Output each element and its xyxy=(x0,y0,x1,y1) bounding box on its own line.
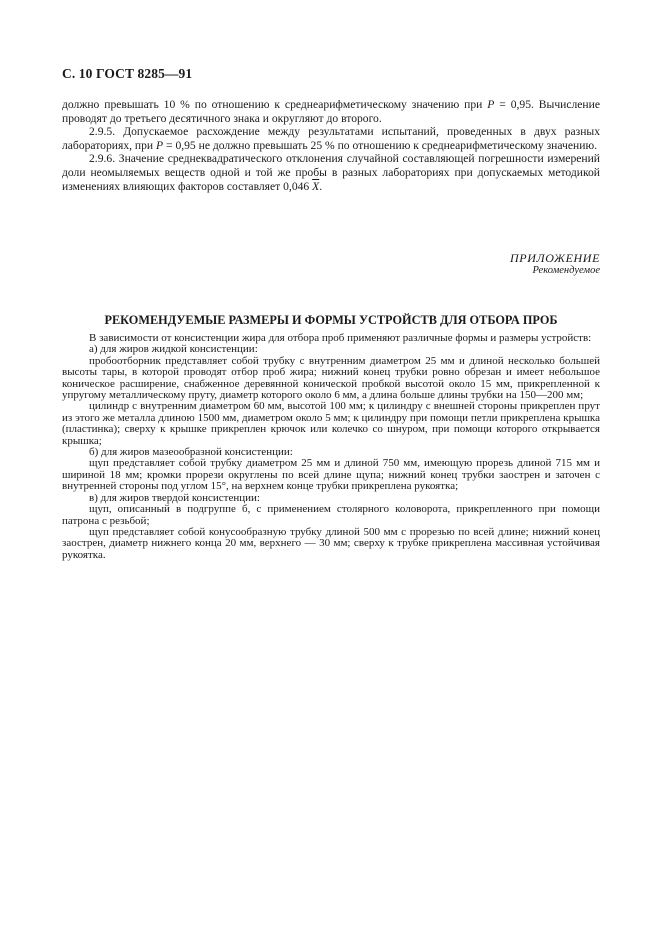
paragraph-2-9-5 xyxy=(62,125,600,152)
appendix-body xyxy=(62,333,600,561)
variable-p: P xyxy=(487,98,495,111)
variable-x-mean: $\overline{X}$ xyxy=(312,179,320,193)
page-header: С. 10 ГОСТ 8285—91 xyxy=(62,66,193,81)
top-text-block xyxy=(62,98,600,193)
paragraph-text: = 0,95 не должно превышать 25 % по отношению к среднеарифметическому значению. xyxy=(163,138,598,152)
paragraph-continuation xyxy=(62,98,600,125)
list-item-v: в) для жиров твердой консистенции: xyxy=(89,491,260,504)
paragraph-conical-probe: щуп представляет собой конусообразную трубку длиной 500 мм с прорезью по всей длине; нижний конец заострен, диаметр нижнего конца 20 мм, верхнего — 30 мм; сверху к трубке прикреплена массивная устойчивая рукоятка. xyxy=(62,525,600,561)
list-item-a: а) для жиров жидкой консистенции: xyxy=(89,343,258,356)
section-title: РЕКОМЕНДУЕМЫЕ РАЗМЕРЫ И ФОРМЫ УСТРОЙСТВ ДЛЯ ОТБОРА ПРОБ xyxy=(104,313,558,327)
paragraph-probe-auger: щуп, описанный в подгруппе б, с применением столярного коловорота, прикрепленного при помощи патрона с резьбой; xyxy=(62,503,600,527)
paragraph-text: должно превышать 10 % по отношению к среднеарифметическому значению при xyxy=(62,98,488,111)
paragraph-text: 2.9.5. Допускаемое расхождение между результатами испытаний, проведенных в двух разных лабораториях, при xyxy=(62,125,600,152)
paragraph-text: 2.9.6. Значение среднеквадратического отклонения случайной составляющей погрешности измерений доли неомыляемых веществ одной и той же пробы в разных лабораториях при допускаемых методикой изменениях влияющих факторов составляет 0,046 xyxy=(62,152,600,193)
intro-paragraph: В зависимости от консистенции жира для отбора проб применяют различные формы и размеры устройств: xyxy=(89,332,592,344)
list-item-b: б) для жиров мазеообразной консистенции: xyxy=(89,446,293,459)
paragraph-sampler: пробоотборник представляет собой трубку с внутренним диаметром 25 мм и длиной несколько большей высоты тары, в которой проводят отбор проб жира; нижний конец трубки ровно обрезан и имеет небольшое коническое расширение, снабженное деревянной конической пробкой высотой около 15 мм, прикрепленной к упругому металлическому пруту, диаметр которого около 6 мм, а длина больше длины трубки на 150—200 мм; xyxy=(62,354,600,402)
paragraph-probe: щуп представляет собой трубку диаметром 25 мм и длиной 750 мм, имеющую прорезь длиной 715 мм и шириной 18 мм; кромки прорези округлены по всей длине щупа; нижний конец трубки заострен и заточен с внутренней стороны под углом 15°, на верхнем конце трубки прикреплена рукоятка; xyxy=(62,457,600,493)
paragraph-text: . xyxy=(319,179,323,193)
appendix-label xyxy=(510,252,600,277)
paragraph-text: = 0,95. Вычисление проводят до третьего десятичного знака и округляют до второго. xyxy=(62,98,600,125)
paragraph-cylinder: цилиндр с внутренним диаметром 60 мм, высотой 100 мм; к цилиндру с внешней стороны прикреплен прут из этого же металла длиною 1500 мм, диаметром около 5 мм; к цилиндру при помощи петли прикреплена крышка (пластинка); сверху к крышке прикреплен крючок или колечко со шнуром, при помощи которого открывается крышка; xyxy=(62,400,600,447)
appendix-title: ПРИЛОЖЕНИЕ xyxy=(510,251,600,265)
paragraph-2-9-6 xyxy=(62,152,600,193)
variable-p: P xyxy=(156,138,164,152)
appendix-subtitle: Рекомендуемое xyxy=(532,265,600,276)
